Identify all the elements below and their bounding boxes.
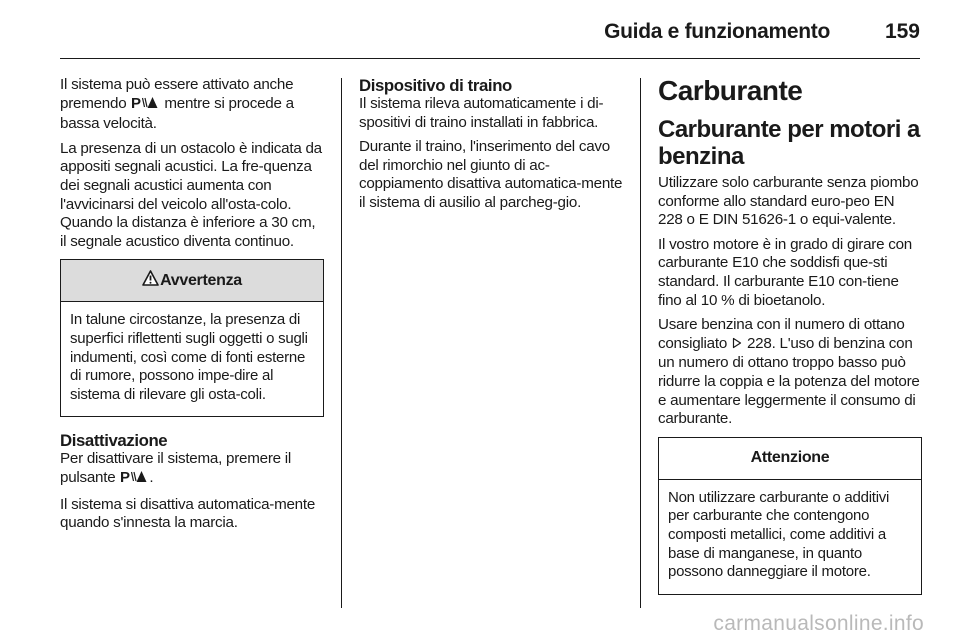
paragraph — [658, 316, 922, 429]
caution-body — [659, 480, 921, 594]
subheading: Dispositivo di traino — [359, 76, 512, 95]
text: mentre si procede a bassa velocità. — [60, 94, 294, 133]
caution-title: Attenzione — [750, 449, 830, 467]
page-header — [0, 0, 960, 60]
column-3 — [658, 76, 922, 595]
paragraph: Il sistema rileva automaticamente i di-spositivi di traino installati in fabbrica. — [359, 95, 604, 131]
paragraph: Utilizzare solo carburante senza piombo conforme allo standard euro-peo EN 228 o E DIN 51626-1 o equi-valente. — [658, 174, 919, 229]
text: Usare benzina con il numero di ottano consigliato — [658, 316, 905, 352]
warning-header — [61, 260, 323, 302]
park-assist-icon — [120, 469, 148, 490]
header-rule — [60, 58, 920, 59]
svg-text:P: P — [120, 468, 131, 484]
text: Il sistema può essere attivato anche premendo — [60, 76, 294, 112]
warning-text: In talune circostanze, la presenza di superfici riflettenti sugli oggetti o sugli indumenti, così come di fonti esterne di rumore, possono impe-dire al sistema di rilevare gli osta-coli. — [70, 311, 308, 403]
subsection-heading: Carburante per motori a benzina — [658, 116, 920, 170]
subheading: Disattivazione — [60, 431, 168, 451]
text: Per disattivare il sistema, premere il pulsante — [60, 450, 292, 486]
watermark: carmanualsonline.info — [713, 612, 924, 635]
column-2 — [359, 76, 624, 219]
warning-title: Avvertenza — [160, 271, 242, 289]
warning-body — [61, 302, 323, 416]
caution-box — [658, 437, 922, 595]
column-divider — [640, 78, 641, 608]
page-reference[interactable]: 228 — [746, 334, 772, 352]
paragraph: Il sistema si disattiva automatica-mente quando s'innesta la marcia. — [60, 495, 316, 532]
caution-text: Non utilizzare carburante o additivi per carburante che contengono composti metallici, come additivi a base di manganese, in quanto possono danneggiare il motore. — [668, 488, 890, 581]
caution-header — [659, 438, 921, 480]
warning-triangle-icon — [142, 270, 159, 291]
svg-text:P: P — [131, 94, 142, 110]
page-number: 159 — [884, 20, 920, 43]
page-reference-arrow-icon — [732, 336, 742, 355]
paragraph: La presenza di un ostacolo è indicata da appositi segnali acustici. La fre-quenza dei segnali acustici aumenta con l'avvicinarsi del veicolo all'osta-colo. Quando la distanza è inferiore a 30 cm, il segnale acustico diventa continuo. — [60, 139, 322, 250]
section-title: Guida e funzionamento — [604, 20, 830, 43]
park-assist-icon — [131, 95, 159, 116]
warning-box — [60, 259, 324, 417]
paragraph — [60, 76, 324, 134]
text: . L'uso di benzina con un numero di ottano troppo basso può ridurre la coppia e la potenza del motore e aumentare leggermente il consumo di carburante. — [658, 334, 920, 428]
paragraph: Durante il traino, l'inserimento del cavo del rimorchio nel giunto di ac-coppiamento disattiva automatica-mente il sistema di ausilio al parcheg-gio. — [359, 138, 623, 211]
section-heading: Carburante — [658, 75, 803, 106]
column-1 — [60, 76, 324, 539]
text: . — [149, 468, 154, 486]
paragraph — [60, 450, 324, 489]
column-divider — [341, 78, 342, 608]
paragraph: Il vostro motore è in grado di girare con carburante E10 che soddisfi que-sti standard. Il carburante E10 con-tiene fino al 10 % di bioetanolo. — [658, 235, 912, 309]
